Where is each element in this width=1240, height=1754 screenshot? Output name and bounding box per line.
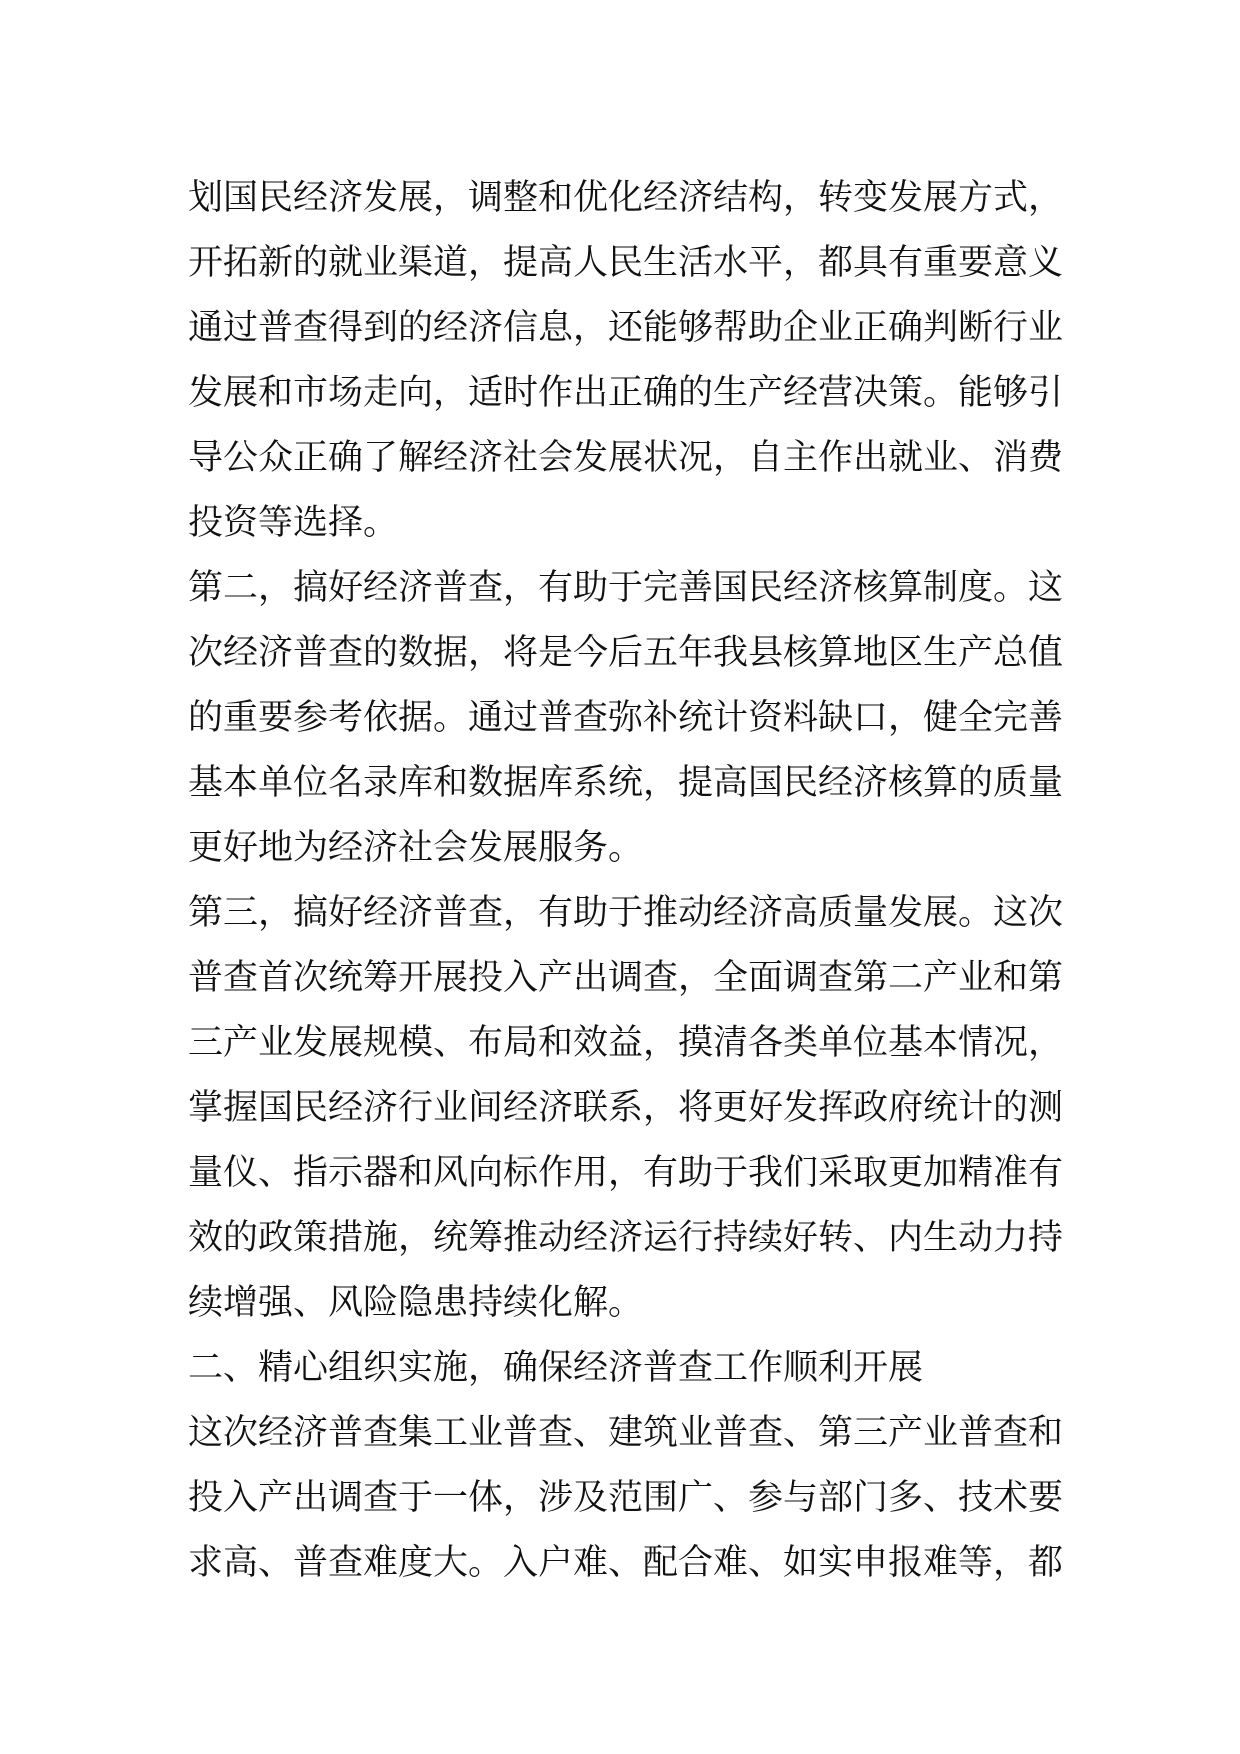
text-line: 更好地为经济社会发展服务。 bbox=[188, 828, 644, 868]
text-line: 发展和市场走向，适时作出正确的生产经营决策。能够引 bbox=[188, 373, 1064, 413]
text-line: 的重要参考依据。通过普查弥补统计资料缺口，健全完善 bbox=[188, 698, 1064, 738]
text-line: 求高、普查难度大。入户难、配合难、如实申报难等，都 bbox=[188, 1543, 1064, 1583]
text-line: 投入产出调查于一体，涉及范围广、参与部门多、技术要 bbox=[188, 1478, 1064, 1518]
text-line: 这次经济普查集工业普查、建筑业普查、第三产业普查和 bbox=[188, 1413, 1064, 1453]
text-line: 量仪、指示器和风向标作用，有助于我们采取更加精准有 bbox=[188, 1153, 1064, 1193]
text-line: 基本单位名录库和数据库系统，提高国民经济核算的质量 bbox=[188, 763, 1064, 803]
text-line: 开拓新的就业渠道，提高人民生活水平，都具有重要意义 bbox=[188, 243, 1064, 283]
text-line: 通过普查得到的经济信息，还能够帮助企业正确判断行业 bbox=[188, 308, 1064, 348]
text-line: 续增强、风险隐患持续化解。 bbox=[188, 1283, 644, 1323]
text-line: 第二，搞好经济普查，有助于完善国民经济核算制度。这 bbox=[188, 568, 1064, 608]
text-line: 掌握国民经济行业间经济联系，将更好发挥政府统计的测 bbox=[188, 1088, 1064, 1128]
text-line: 效的政策措施，统筹推动经济运行持续好转、内生动力持 bbox=[188, 1218, 1064, 1258]
text-line: 次经济普查的数据，将是今后五年我县核算地区生产总值 bbox=[188, 633, 1064, 673]
text-line: 划国民经济发展，调整和优化经济结构，转变发展方式， bbox=[188, 178, 1064, 218]
text-line: 投资等选择。 bbox=[188, 503, 399, 543]
text-line: 导公众正确了解经济社会发展状况，自主作出就业、消费 bbox=[188, 438, 1064, 478]
section-heading: 二、精心组织实施，确保经济普查工作顺利开展 bbox=[188, 1348, 924, 1388]
text-line: 三产业发展规模、布局和效益，摸清各类单位基本情况， bbox=[188, 1023, 1064, 1063]
body-text bbox=[188, 166, 1068, 1596]
text-line: 普查首次统筹开展投入产出调查，全面调查第二产业和第 bbox=[188, 958, 1064, 998]
text-line: 第三，搞好经济普查，有助于推动经济高质量发展。这次 bbox=[188, 893, 1064, 933]
